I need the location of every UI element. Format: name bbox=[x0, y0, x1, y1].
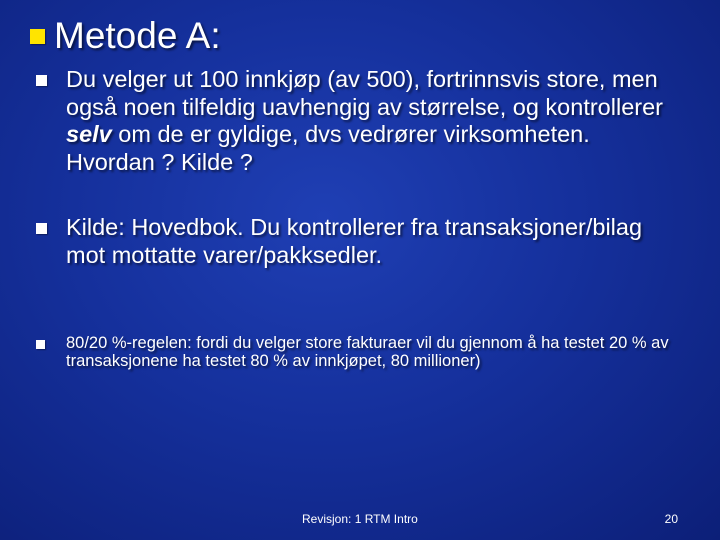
bullet-1-text-part: om de er gyldige, dvs vedrører virksomheten. Hvordan ? Kilde ? bbox=[66, 121, 590, 175]
slide-title-text: Metode A: bbox=[54, 15, 221, 56]
bullet-2-text: Kilde: Hovedbok. Du kontrollerer fra transaksjoner/bilag mot mottatte varer/pakksedler. bbox=[66, 214, 643, 268]
bullet-1 bbox=[36, 66, 676, 176]
bullet-3-text: 80/20 %-regelen: fordi du velger store fakturaer vil du gjennom å ha testet 20 % av transaksjonene ha testet 80 % av innkjøpet, 80 millioner) bbox=[66, 334, 669, 370]
title-bullet-icon bbox=[30, 29, 45, 44]
bullet-2 bbox=[36, 214, 676, 269]
footer-text: Revisjon: 1 RTM Intro bbox=[302, 512, 418, 526]
page-number: 20 bbox=[664, 512, 678, 526]
bullet-1-text bbox=[66, 66, 676, 176]
bullet-square-icon bbox=[36, 75, 47, 86]
bullet-1-text-part: Du velger ut 100 innkjøp (av 500), fortrinnsvis store, men også noen tilfeldig uavhengig av størrelse, og kontrollerer bbox=[66, 66, 663, 120]
bullet-square-icon bbox=[36, 340, 45, 349]
bullet-3 bbox=[36, 335, 676, 370]
slide-title bbox=[30, 14, 221, 58]
bullet-square-icon bbox=[36, 223, 47, 234]
bullet-1-emphasis: selv bbox=[66, 121, 112, 147]
